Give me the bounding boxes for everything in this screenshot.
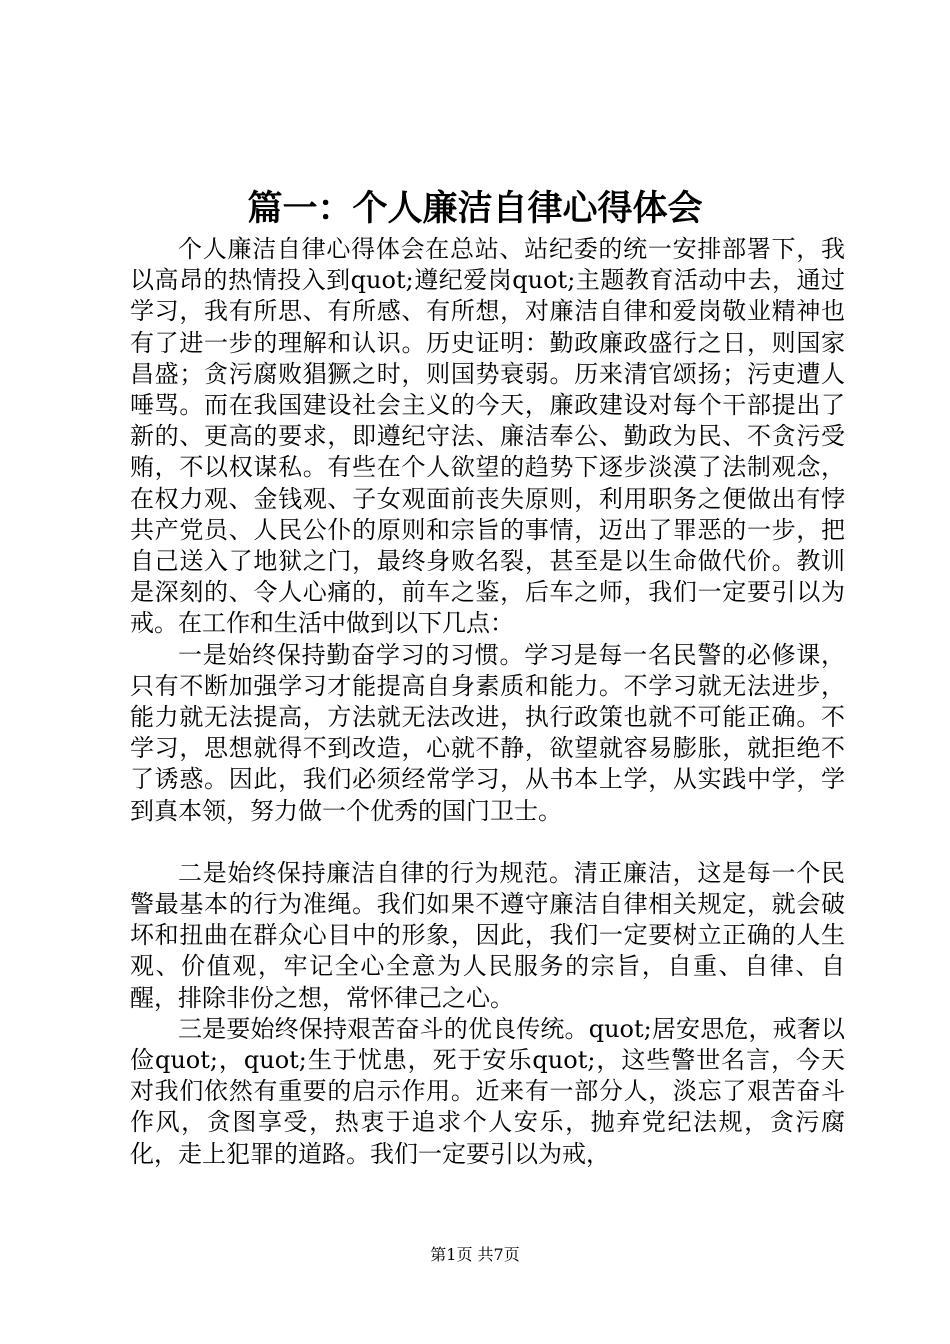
- page-number-footer: 第1页 共7页: [430, 1245, 520, 1264]
- document-title: 篇一：个人廉洁自律心得体会: [247, 189, 703, 229]
- paragraph-point-three: 三是要始终保持艰苦奋斗的优良传统。quot;居安思危，戒奢以俭quot;，quot;生于忧患，死于安乐quot;，这些警世名言，今天对我们依然有重要的启示作用。近来有一部分人，淡忘了艰苦奋斗作风，贪图享受，热衷于追求个人安乐，抛弃党纪法规，贪污腐化，走上犯罪的道路。我们一定要引以为戒，: [130, 1014, 845, 1168]
- paragraph-intro: 个人廉洁自律心得体会在总站、站纪委的统一安排部署下，我以高昂的热情投入到quot;遵纪爱岗quot;主题教育活动中去，通过学习，我有所思、有所感、有所想，对廉洁自律和爱岗敬业精神也有了进一步的理解和认识。历史证明：勤政廉政盛行之日，则国家昌盛；贪污腐败猖獗之时，则国势衰弱。历来清官颂扬；污吏遭人唾骂。而在我国建设社会主义的今天，廉政建设对每个干部提出了新的、更高的要求，即遵纪守法、廉洁奉公、勤政为民、不贪污受贿，不以权谋私。有些在个人欲望的趋势下逐步淡漠了法制观念，在权力观、金钱观、子女观面前丧失原则，利用职务之便做出有悖共产党员、人民公仆的原则和宗旨的事情，迈出了罪恶的一步，把自己送入了地狱之门，最终身败名裂，甚至是以生命做代价。教训是深刻的、令人心痛的，前车之鉴，后车之师，我们一定要引以为戒。在工作和生活中做到以下几点：: [130, 235, 845, 638]
- paragraph-point-one: 一是始终保持勤奋学习的习惯。学习是每一名民警的必修课，只有不断加强学习才能提高自身素质和能力。不学习就无法进步，能力就无法提高，方法就无法改进，执行政策也就不可能正确。不学习，思想就得不到改造，心就不静，欲望就容易膨胀，就拒绝不了诱惑。因此，我们必须经常学习，从书本上学，从实践中学，学到真本领，努力做一个优秀的国门卫士。: [130, 640, 845, 825]
- document-body: [130, 234, 845, 1170]
- paragraph-point-two: 二是始终保持廉洁自律的行为规范。清正廉洁，这是每一个民警最基本的行为准绳。我们如果不遵守廉洁自律相关规定，就会破坏和扭曲在群众心目中的形象，因此，我们一定要树立正确的人生观、价值观，牢记全心全意为人民服务的宗旨，自重、自律、自醒，排除非份之想，常怀律己之心。: [130, 858, 845, 1012]
